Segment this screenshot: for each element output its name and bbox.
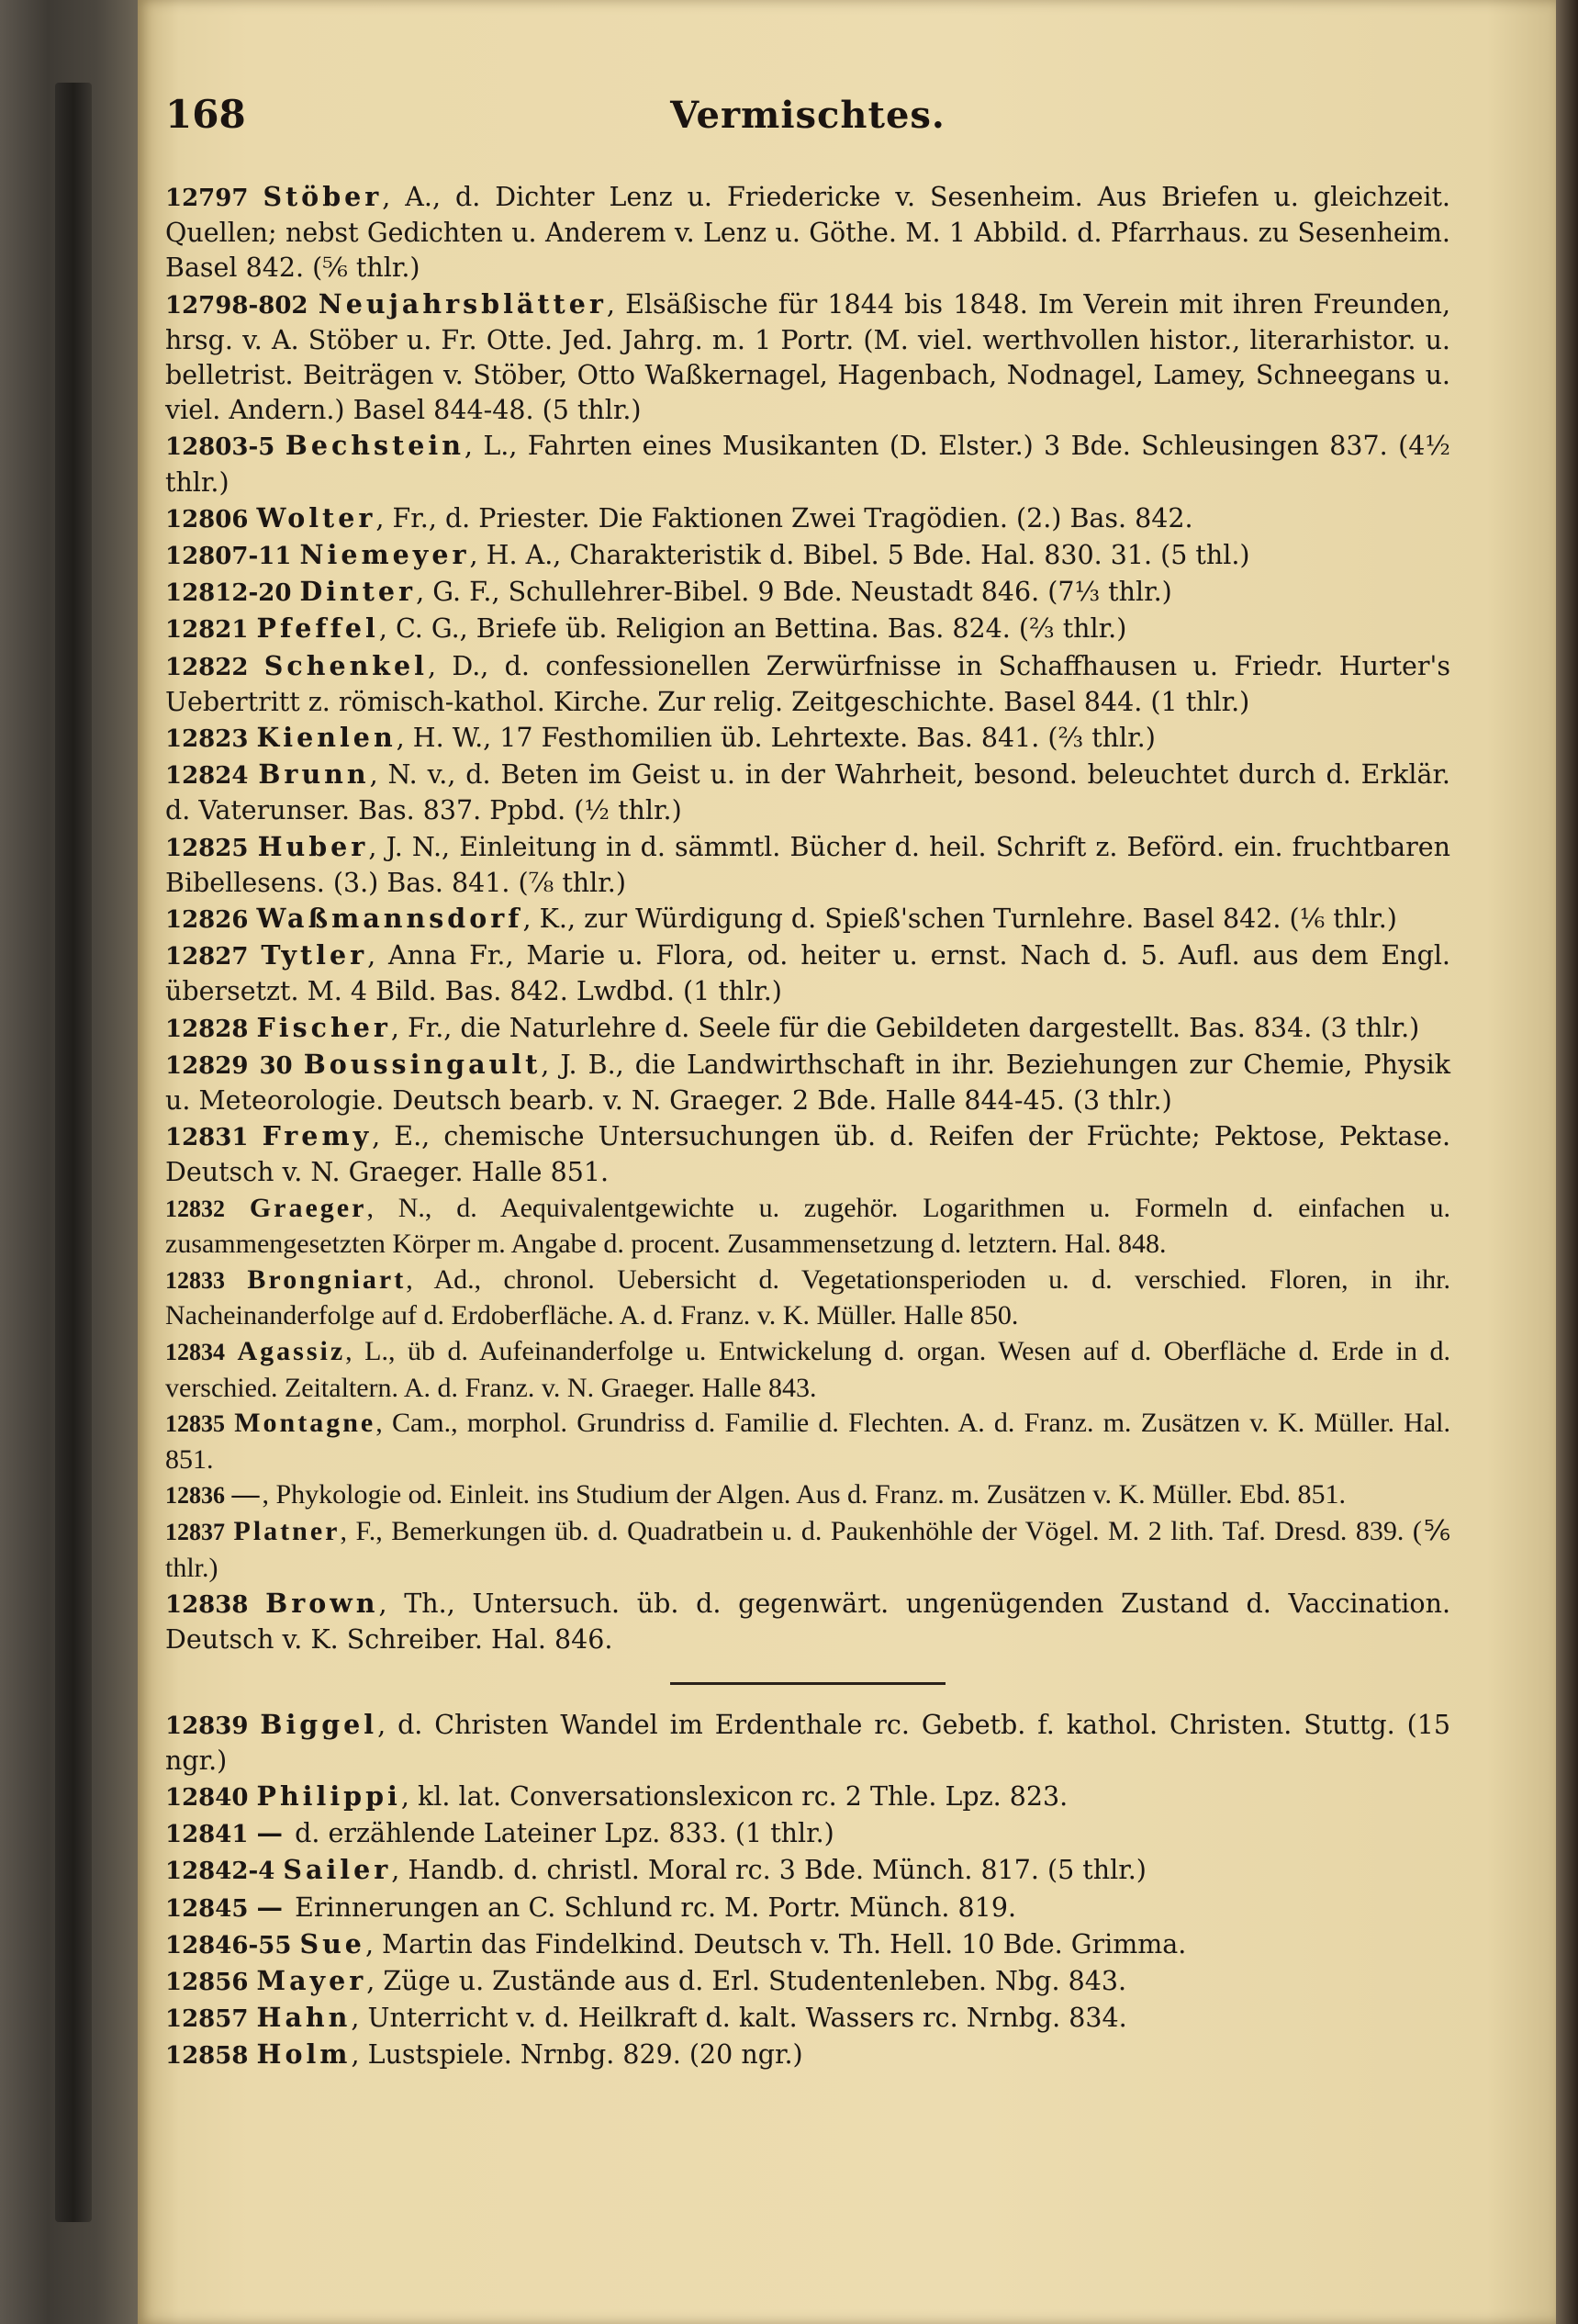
- catalog-entry: [165, 537, 1450, 574]
- book-spine: [55, 83, 92, 2222]
- entry-number: 12856: [165, 1969, 249, 1997]
- entry-author: Tytler: [261, 939, 368, 971]
- entry-text: , Fr., die Naturlehre d. Seele für die Gebildeten dargestellt. Bas. 834. (3 thlr.): [390, 1012, 1420, 1043]
- entry-text: , K., zur Würdigung d. Spieß'schen Turnlehre. Basel 842. (⅙ thlr.): [522, 904, 1397, 935]
- entry-author: Waßmannsdorf: [256, 903, 523, 935]
- entry-number: 12826: [165, 906, 249, 935]
- entry-text: , Handb. d. christl. Moral rc. 3 Bde. Münch. 817. (5 thlr.): [391, 1855, 1147, 1886]
- entry-author: Kienlen: [256, 722, 397, 754]
- entry-text: , Fr., d. Priester. Die Faktionen Zwei Tragödien. (2.) Bas. 842.: [375, 502, 1193, 533]
- entries-middle: [165, 1586, 1450, 1657]
- entry-number: 12836: [165, 1482, 225, 1510]
- entry-number: 12822: [165, 653, 249, 681]
- catalog-entry: [165, 1852, 1450, 1889]
- page-header: [165, 92, 1450, 156]
- entry-author: Platner: [233, 1516, 341, 1547]
- entry-number: 12807-11: [165, 543, 292, 571]
- catalog-entry: [165, 179, 1450, 286]
- entry-author: Sailer: [283, 1854, 392, 1886]
- entry-number: 12845: [165, 1894, 249, 1923]
- page-number: 168: [165, 92, 246, 137]
- entry-number: 12840: [165, 1784, 249, 1813]
- entry-text: , Anna Fr., Marie u. Flora, od. heiter u. ernst. Nach d. 5. Aufl. aus dem Engl. übersetzt. M. 4 Bild. Bas. 842. Lwdbd. (1 thlr.): [165, 940, 1450, 1007]
- entries-bottom: [165, 1707, 1450, 2074]
- entry-author: Graeger: [249, 1192, 367, 1223]
- catalog-entry: [165, 1815, 1450, 1852]
- entry-text: , D., d. confessionellen Zerwürfnisse in Schaffhausen u. Friedr. Hurter's Uebertritt z. römisch-kathol. Kirche. Zur relig. Zeitgeschichte. Basel 844. (1 thlr.): [165, 650, 1451, 717]
- page-edge-shadow: [1556, 0, 1578, 2324]
- entry-text: , Elsäßische für 1844 bis 1848. Im Verein mit ihren Freunden, hrsg. v. A. Stöber u. Fr. Otte. Jed. Jahrg. m. 1 Portr. (M. viel. werthvollen histor., literarhistor. u. belletrist. Beiträgen v. Stöber, Otto Waßkernagel, Hagenbach, Nodnagel, Lamey, Schneegans u. viel. Andern.) Basel 844-48. (5 thlr.): [165, 288, 1451, 426]
- entry-author: Sue: [299, 1927, 365, 1959]
- entry-number: 12839: [165, 1712, 249, 1740]
- entry-author: Fischer: [256, 1011, 391, 1043]
- entry-number: 12841: [165, 1821, 249, 1849]
- catalog-entry: [165, 500, 1450, 537]
- catalog-entry: [165, 286, 1450, 429]
- catalog-entry: [165, 1963, 1450, 2000]
- entry-author: —: [256, 1891, 287, 1923]
- entry-author: Brown: [265, 1588, 379, 1620]
- entry-author: Neujahrsblätter: [318, 287, 607, 320]
- entry-author: Fremy: [262, 1120, 373, 1152]
- entry-author: Pfeffel: [256, 612, 379, 645]
- entry-number: 12828: [165, 1015, 249, 1043]
- catalog-entry: [165, 648, 1450, 720]
- catalog-entry: [165, 937, 1450, 1009]
- catalog-entry: [165, 1477, 1450, 1514]
- entry-text: , J. N., Einleitung in d. sämmtl. Bücher d. heil. Schrift z. Beförd. ein. fruchtbaren Bibellesens. (3.) Bas. 841. (⅞ thlr.): [165, 831, 1450, 898]
- entry-text: , Th., Untersuch. üb. d. gegenwärt. ungenügenden Zustand d. Vaccination. Deutsch v. K. Schreiber. Hal. 846.: [165, 1589, 1450, 1656]
- entry-author: Stöber: [263, 181, 383, 212]
- catalog-entry: [165, 2037, 1450, 2073]
- entry-number: 12858: [165, 2042, 249, 2071]
- catalog-entry: [165, 428, 1450, 500]
- catalog-entry: [165, 1334, 1450, 1406]
- entry-text: , L., üb d. Aufeinanderfolge u. Entwickelung d. organ. Wesen auf d. Oberfläche d. Erde in d. verschied. Zeitaltern. A. d. Franz. v. N. Graeger. Halle 843.: [165, 1336, 1450, 1403]
- entry-author: Holm: [256, 2038, 352, 2071]
- entry-text: , Martin das Findelkind. Deutsch v. Th. Hell. 10 Bde. Grimma.: [364, 1928, 1187, 1959]
- entry-text: , J. B., die Landwirthschaft in ihr. Beziehungen zur Chemie, Physik u. Meteorologie. Deutsch bearb. v. N. Graeger. 2 Bde. Halle 844-45. (3 thlr.): [165, 1049, 1451, 1117]
- entry-number: 12838: [165, 1591, 249, 1620]
- entry-author: Huber: [257, 830, 369, 862]
- catalog-entry: [165, 1118, 1450, 1190]
- entry-author: Wolter: [256, 501, 376, 533]
- entry-number: 12831: [165, 1124, 249, 1152]
- entry-number: 12846-55: [165, 1931, 292, 1959]
- running-title: Vermischtes.: [670, 94, 946, 137]
- entry-number: 12797: [165, 185, 249, 212]
- entry-text: , L., Fahrten eines Musikanten (D. Elster.) 3 Bde. Schleusingen 837. (4½ thlr.): [165, 431, 1450, 498]
- entry-author: —: [256, 1817, 287, 1849]
- entry-text: Erinnerungen an C. Schlund rc. M. Portr. Münch. 819.: [286, 1892, 1017, 1923]
- entry-author: Boussingault: [303, 1048, 542, 1080]
- entry-number: 12803-5: [165, 433, 275, 462]
- catalog-entry: [165, 1191, 1450, 1263]
- catalog-entry: [165, 1406, 1450, 1477]
- book-binding: [0, 0, 138, 2324]
- entry-text: , Lustspiele. Nrnbg. 829. (20 ngr.): [351, 2039, 803, 2071]
- entry-text: , G. F., Schullehrer-Bibel. 9 Bde. Neustadt 846. (7⅓ thlr.): [416, 577, 1172, 608]
- catalog-entry: [165, 1047, 1450, 1118]
- entry-text: , Cam., morphol. Grundriss d. Familie d. Flechten. A. d. Franz. m. Zusätzen v. K. Müller. Hal. 851.: [165, 1408, 1450, 1475]
- entry-author: Agassiz: [237, 1336, 346, 1367]
- entry-number: 12837: [165, 1519, 225, 1546]
- entry-author: —: [231, 1479, 263, 1510]
- entry-text: , E., chemische Untersuchungen üb. d. Reifen der Früchte; Pektose, Pektase. Deutsch v. N. Graeger. Halle 851.: [165, 1121, 1451, 1188]
- catalog-column: [165, 179, 1450, 2074]
- entry-author: Biggel: [260, 1708, 378, 1740]
- entry-author: Bechstein: [285, 430, 464, 462]
- entry-number: 12832: [165, 1195, 225, 1222]
- entry-author: Mayer: [256, 1965, 367, 1997]
- entry-number: 12825: [165, 834, 249, 862]
- entry-author: Montagne: [234, 1408, 376, 1439]
- entry-number: 12823: [165, 725, 249, 754]
- catalog-entry: [165, 1010, 1450, 1047]
- entry-text: , Ad., chronol. Uebersicht d. Vegetationsperioden u. d. verschied. Floren, in ihr. Nacheinanderfolge auf d. Erdoberfläche. A. d. Franz. v. K. Müller. Halle 850.: [165, 1263, 1450, 1331]
- catalog-entry: [165, 757, 1450, 828]
- entry-number: 12833: [165, 1266, 225, 1294]
- entry-number: 12824: [165, 762, 249, 791]
- entries-top: [165, 179, 1450, 1191]
- entry-number: 12812-20: [165, 579, 292, 608]
- catalog-entry: [165, 1890, 1450, 1926]
- entry-author: Dinter: [299, 576, 417, 608]
- entry-text: , A., d. Dichter Lenz u. Friedericke v. Sesenheim. Aus Briefen u. gleichzeit. Quellen; nebst Gedichten u. Anderem v. Lenz u. Göthe. M. 1 Abbild. d. Pfarrhaus. zu Sesenheim. Basel 842. (⅚ thlr.): [165, 182, 1450, 284]
- entry-author: Niemeyer: [299, 539, 470, 571]
- entry-text: , N., d. Aequivalentgewichte u. zugehör. Logarithmen u. Formeln d. einfachen u. zusammengesetzten Körper m. Angabe d. procent. Zusammensetzung d. letztern. Hal. 848.: [165, 1192, 1451, 1260]
- section-divider: [670, 1682, 946, 1685]
- catalog-entry: [165, 1514, 1450, 1586]
- catalog-entry: [165, 901, 1450, 937]
- entry-author: Brunn: [258, 758, 370, 791]
- entry-text: , Unterricht v. d. Heilkraft d. kalt. Wassers rc. Nrnbg. 834.: [351, 2003, 1127, 2034]
- catalog-entry: [165, 611, 1450, 647]
- entry-number: 12829 30: [165, 1051, 293, 1080]
- catalog-entry: [165, 1779, 1450, 1815]
- entry-text: , F., Bemerkungen üb. d. Quadratbein u. d. Paukenhöhle der Vögel. M. 2 lith. Taf. Dresd. 839. (⅚ thlr.): [165, 1516, 1450, 1583]
- entry-number: 12827: [165, 943, 249, 971]
- entry-text: , C. G., Briefe üb. Religion an Bettina. Bas. 824. (⅔ thlr.): [378, 613, 1127, 645]
- entry-text: d. erzählende Lateiner Lpz. 833. (1 thlr.): [286, 1818, 834, 1849]
- entry-number: 12806: [165, 505, 249, 533]
- catalog-entry: [165, 574, 1450, 611]
- entry-text: , d. Christen Wandel im Erdenthale rc. Gebetb. f. kathol. Christen. Stuttg. (15 ngr.): [165, 1709, 1450, 1776]
- entry-text: , H. W., 17 Festhomilien üb. Lehrtexte. Bas. 841. (⅔ thlr.): [396, 723, 1156, 754]
- entry-text: , Züge u. Zustände aus d. Erl. Studentenleben. Nbg. 843.: [366, 1966, 1127, 1997]
- entry-number: 12842-4: [165, 1858, 275, 1886]
- catalog-entry: [165, 2000, 1450, 2037]
- catalog-entry: [165, 720, 1450, 757]
- entry-text: , H. A., Charakteristik d. Bibel. 5 Bde. Hal. 830. 31. (5 thl.): [469, 540, 1250, 571]
- entry-text: , N. v., d. Beten im Geist u. in der Wahrheit, besond. beleuchtet durch d. Erklär. d. Vaterunser. Bas. 837. Ppbd. (½ thlr.): [165, 759, 1450, 826]
- entry-text: , kl. lat. Conversationslexicon rc. 2 Thle. Lpz. 823.: [400, 1781, 1069, 1813]
- entry-author: Hahn: [256, 2002, 352, 2034]
- catalog-entry: [165, 1263, 1450, 1334]
- entry-author: Philippi: [256, 1780, 401, 1813]
- catalog-entry: [165, 1707, 1450, 1779]
- entry-number: 12835: [165, 1410, 225, 1438]
- catalog-entry: [165, 829, 1450, 901]
- entries-latin: [165, 1191, 1450, 1587]
- entry-author: Brongniart: [247, 1263, 407, 1295]
- entry-text: , Phykologie od. Einleit. ins Studium der Algen. Aus d. Franz. m. Zusätzen v. K. Müller. Ebd. 851.: [262, 1479, 1346, 1510]
- entry-author: Schenkel: [263, 649, 429, 681]
- catalog-entry: [165, 1926, 1450, 1963]
- entry-number: 12834: [165, 1339, 225, 1366]
- entry-number: 12821: [165, 616, 249, 645]
- entry-number: 12798-802: [165, 291, 308, 320]
- entry-number: 12857: [165, 2005, 249, 2034]
- catalog-entry: [165, 1586, 1450, 1657]
